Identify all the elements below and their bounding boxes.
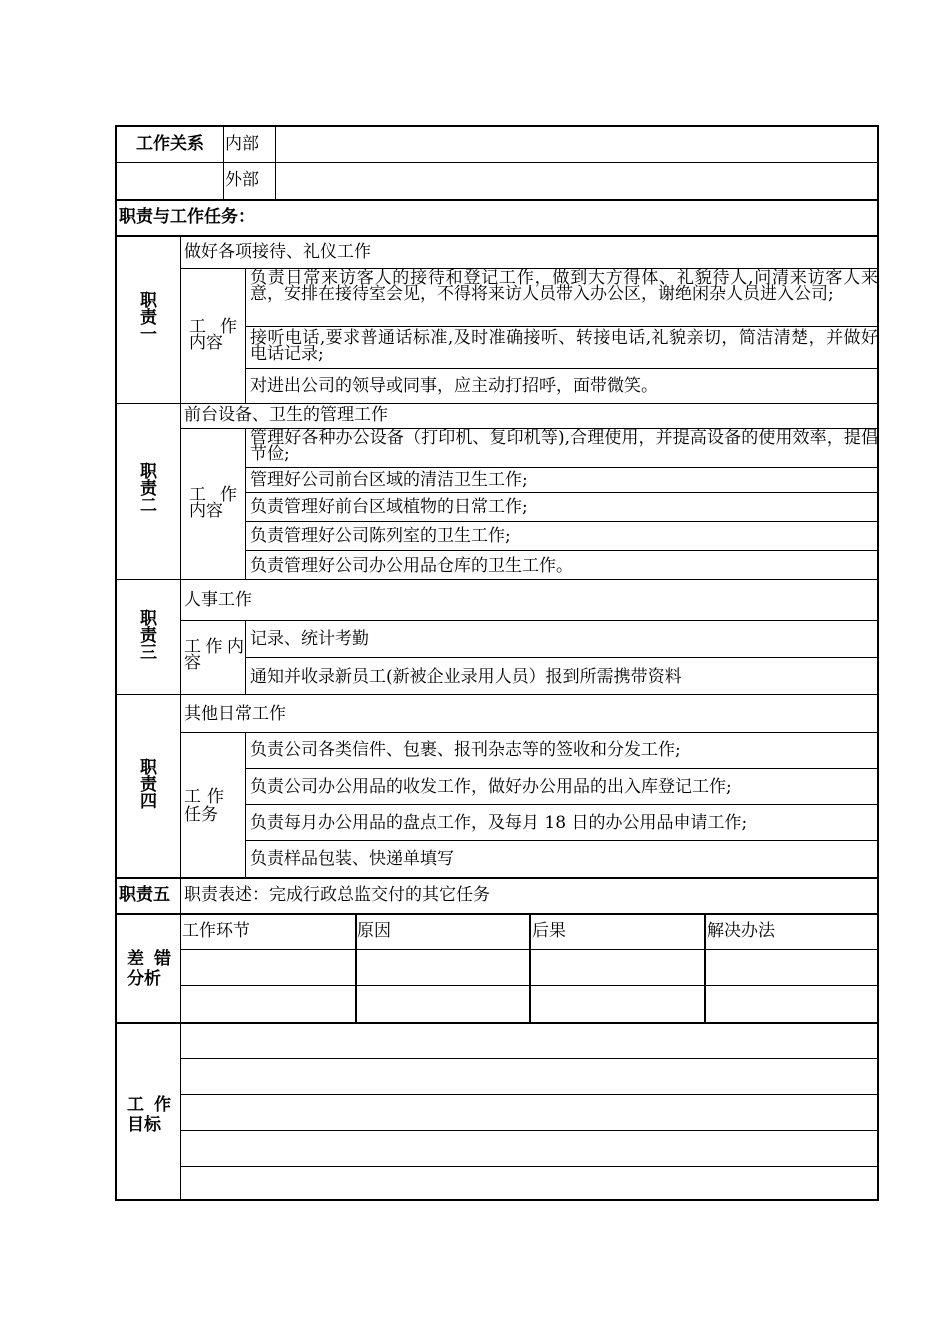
duty4-label: 职责四 [136, 758, 156, 809]
duty2-item-3: 负责管理好前台区域植物的日常工作; [250, 497, 528, 517]
external-label: 外部 [225, 170, 259, 190]
duty2-item-5: 负责管理好公司办公用品仓库的卫生工作。 [250, 556, 573, 576]
error-header-consequence: 后果 [532, 921, 566, 941]
duty4-content-label: 工作任务 [184, 787, 224, 825]
work-goals-label: 工作目标 [127, 1095, 171, 1135]
goal-row [180, 1130, 879, 1131]
divider [245, 521, 879, 522]
divider [704, 913, 706, 1022]
duty4-title: 其他日常工作 [184, 704, 286, 724]
duty1-title: 做好各项接待、礼仪工作 [184, 242, 371, 262]
divider [245, 326, 879, 327]
duty4-item-1: 负责公司各类信件、包裹、报刊杂志等的签收和分发工作; [250, 740, 681, 760]
divider [117, 913, 879, 915]
error-table-row [180, 985, 879, 986]
duty2-title: 前台设备、卫生的管理工作 [184, 405, 388, 425]
divider [180, 732, 879, 733]
duty2-item-2: 管理好公司前台区域的清洁卫生工作; [250, 470, 528, 490]
divider [180, 235, 181, 1201]
duties-header: 职责与工作任务： [119, 207, 255, 227]
divider [355, 913, 357, 1022]
duty4-item-4: 负责样品包装、快递单填写 [250, 849, 454, 869]
divider [245, 428, 246, 579]
divider [117, 877, 879, 879]
divider [117, 694, 879, 695]
divider [245, 467, 879, 468]
duty3-item-1: 记录、统计考勤 [250, 629, 369, 649]
duty3-title: 人事工作 [184, 590, 252, 610]
duty2-content-label: 工作内容 [189, 485, 237, 521]
duty4-item-3: 负责每月办公用品的盘点工作，及每月 18 日的办公用品申请工作; [250, 813, 748, 833]
duty5-label: 职责五 [119, 885, 170, 905]
duty1-label: 职责一 [136, 291, 156, 342]
divider [117, 235, 879, 237]
duty3-label: 职责三 [136, 609, 156, 660]
divider [529, 913, 531, 1022]
goal-row [180, 1166, 879, 1167]
divider [117, 579, 879, 580]
divider [180, 620, 879, 621]
error-analysis-label: 差错分析 [127, 949, 171, 989]
job-description-table [115, 125, 879, 1201]
divider [245, 492, 879, 493]
divider [245, 368, 879, 369]
error-header-solution: 解决办法 [707, 921, 775, 941]
duty1-item-2: 接听电话,要求普通话标准,及时准确接听、转接电话,礼貌亲切，简洁清楚，并做好电话记录; [250, 328, 878, 364]
duty1-content-label: 工作内容 [189, 317, 237, 353]
goal-row [180, 1094, 879, 1095]
internal-label: 内部 [225, 134, 259, 154]
duty1-item-3: 对进出公司的领导或同事，应主动打招呼，面带微笑。 [250, 376, 658, 396]
divider [117, 1022, 879, 1024]
duty2-item-1: 管理好各种办公设备（打印机、复印机等),合理使用，并提高设备的使用效率，提倡节俭; [250, 428, 878, 464]
duty2-item-4: 负责管理好公司陈列室的卫生工作; [250, 526, 511, 546]
divider [245, 768, 879, 769]
divider [223, 127, 224, 199]
divider [117, 162, 879, 163]
duty2-label: 职责二 [136, 462, 156, 513]
divider [275, 127, 276, 199]
divider [245, 657, 879, 658]
work-relations-label: 工作关系 [136, 134, 204, 154]
duty3-content-label: 工作内容 [184, 637, 244, 673]
divider [245, 840, 879, 841]
duty3-item-2: 通知并收录新员工(新被企业录用人员）报到所需携带资料 [250, 667, 682, 687]
duty5-text: 职责表述：完成行政总监交付的其它任务 [184, 885, 490, 905]
error-header-cause: 原因 [357, 921, 391, 941]
divider [245, 268, 246, 403]
divider [245, 550, 879, 551]
error-header-step: 工作环节 [182, 921, 250, 941]
goal-row [180, 1058, 879, 1059]
divider [117, 403, 879, 404]
divider [117, 199, 879, 201]
divider [245, 804, 879, 805]
duty1-item-1: 负责日常来访客人的接待和登记工作，做到大方得体、礼貌待人,问清来访客人来意，安排在接待室会见，不得将来访人员带入办公区，谢绝闲杂人员进入公司; [250, 268, 878, 304]
duty4-item-2: 负责公司办公用品的收发工作，做好办公用品的出入库登记工作; [250, 777, 732, 797]
error-table-row [180, 949, 879, 950]
